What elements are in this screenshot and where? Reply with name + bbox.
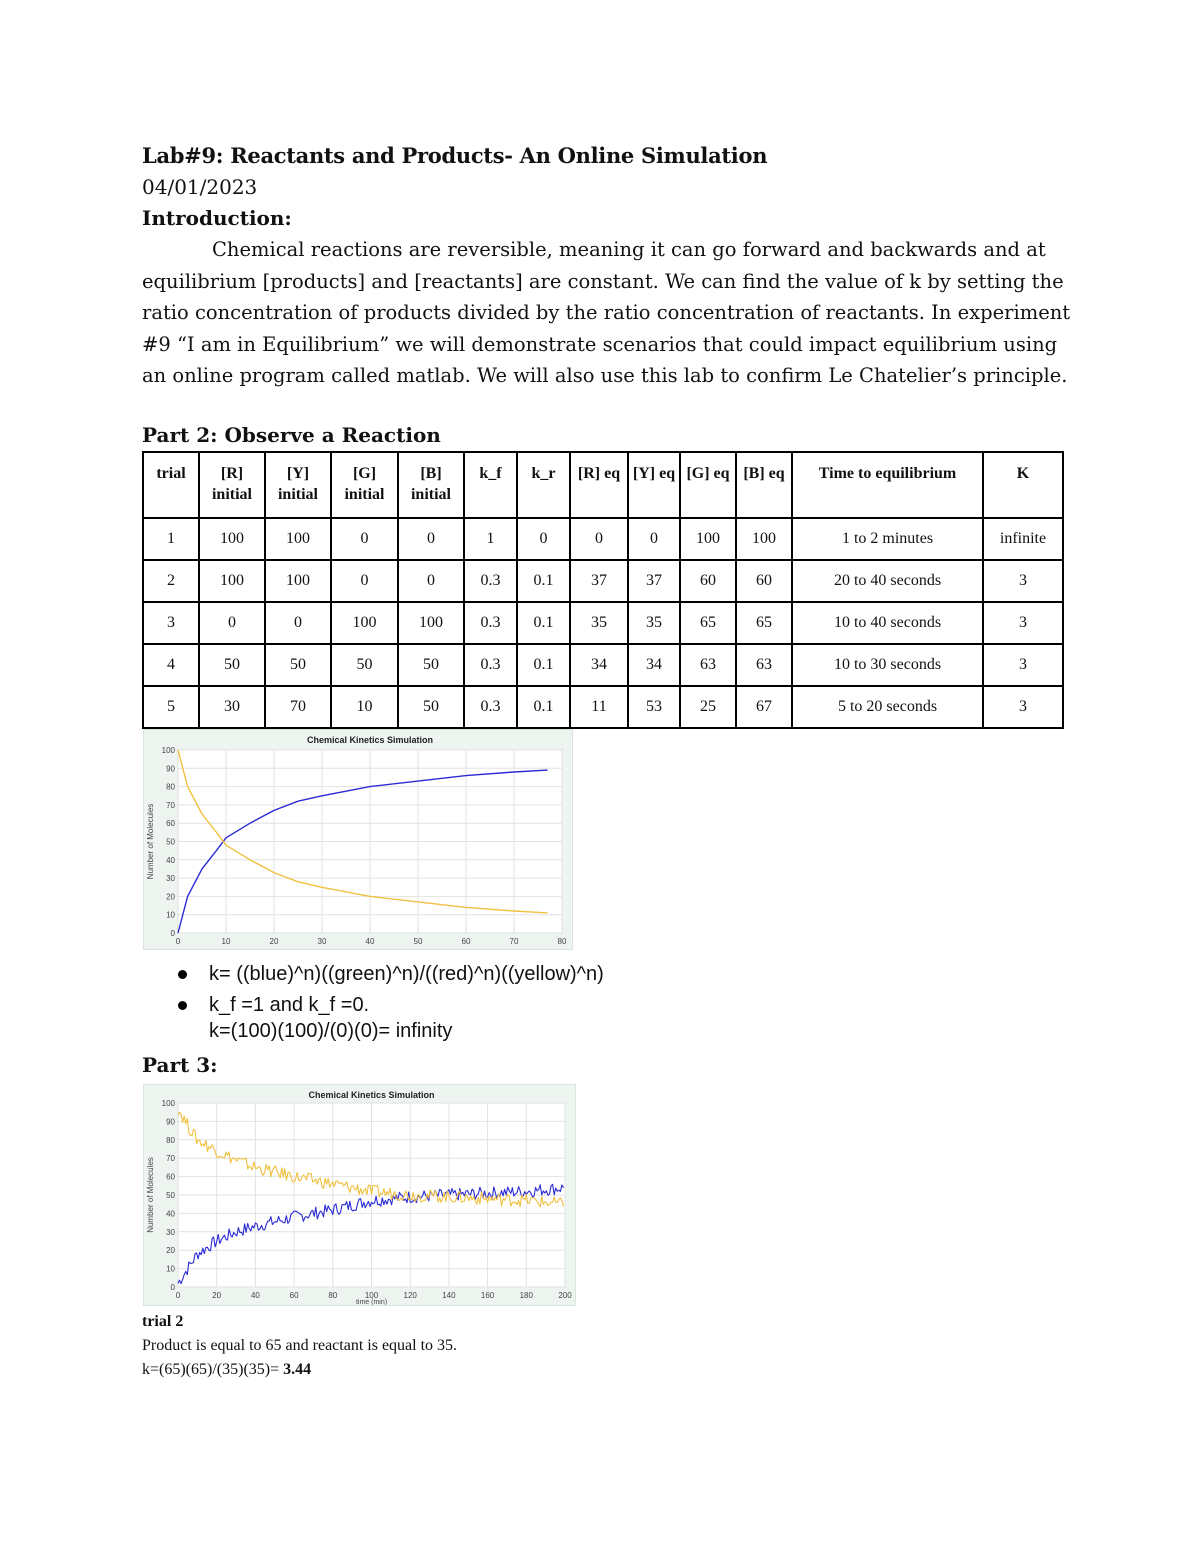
header-cell: [R] eq xyxy=(570,452,628,518)
y-tick-label: 70 xyxy=(166,800,175,810)
table-cell: 34 xyxy=(570,644,628,686)
x-tick-label: 10 xyxy=(221,937,231,946)
x-tick-label: 0 xyxy=(175,937,181,946)
table-cell: 100 xyxy=(199,560,265,602)
y-tick-label: 10 xyxy=(166,1264,175,1274)
table-cell: 3 xyxy=(983,602,1063,644)
x-tick-label: 160 xyxy=(480,1291,495,1300)
table-cell: 60 xyxy=(736,560,792,602)
rate-constants-text: k_f =1 and k_f =0. xyxy=(209,994,370,1016)
x-tick-label: 100 xyxy=(364,1291,379,1300)
table-cell: 0 xyxy=(570,518,628,560)
table-cell: 0 xyxy=(398,518,464,560)
header-cell: Time to equilibrium xyxy=(792,452,983,518)
table-cell: 1 xyxy=(464,518,517,560)
k-result: k=(100)(100)/(0)(0)= infinity xyxy=(209,1020,453,1042)
header-cell: [Y] eq xyxy=(628,452,680,518)
table-cell: 60 xyxy=(680,560,736,602)
table-cell: 10 xyxy=(331,686,398,728)
table-cell: 100 xyxy=(398,602,464,644)
y-tick-label: 60 xyxy=(166,1172,175,1182)
table-cell: 1 to 2 minutes xyxy=(792,518,983,560)
y-axis-label: Number of Molecules xyxy=(146,803,155,880)
table-cell: 63 xyxy=(736,644,792,686)
table-cell: 5 xyxy=(143,686,199,728)
header-cell: k_r xyxy=(517,452,570,518)
table-cell: 10 to 40 seconds xyxy=(792,602,983,644)
table-row xyxy=(143,602,1063,644)
bullet-dot xyxy=(178,1001,187,1010)
table-cell: 3 xyxy=(143,602,199,644)
header-cell: K xyxy=(983,452,1063,518)
table-cell: 50 xyxy=(398,686,464,728)
table-cell: 100 xyxy=(331,602,398,644)
document-title: Lab#9: Reactants and Products- An Online Simulation xyxy=(142,143,768,168)
table-cell: 63 xyxy=(680,644,736,686)
table-cell: 11 xyxy=(570,686,628,728)
table-cell: 25 xyxy=(680,686,736,728)
table-cell: 50 xyxy=(265,644,331,686)
table-row xyxy=(143,644,1063,686)
x-tick-label: 180 xyxy=(519,1291,533,1300)
y-tick-label: 20 xyxy=(166,892,175,902)
y-tick-label: 100 xyxy=(161,746,175,755)
chart-part2 xyxy=(143,729,573,950)
table-cell: 34 xyxy=(628,644,680,686)
chart-part2-svg xyxy=(144,730,572,949)
table-cell: 0 xyxy=(331,560,398,602)
list-item xyxy=(172,959,604,990)
table-cell: 65 xyxy=(680,602,736,644)
table-cell: 100 xyxy=(199,518,265,560)
y-tick-label: 10 xyxy=(166,910,175,920)
table-cell: 30 xyxy=(199,686,265,728)
y-tick-label: 60 xyxy=(166,819,175,829)
table-cell: 0.3 xyxy=(464,602,517,644)
y-tick-label: 20 xyxy=(166,1246,175,1256)
chart-title: Chemical Kinetics Simulation xyxy=(306,735,434,745)
bullet-dot xyxy=(178,970,187,979)
table-cell: 0.1 xyxy=(517,560,570,602)
table-body xyxy=(143,518,1063,728)
trial2-statement: Product is equal to 65 and reactant is equal to 35. xyxy=(142,1337,458,1354)
header-cell: trial xyxy=(143,452,199,518)
table-cell: 0.3 xyxy=(464,560,517,602)
x-tick-label: 140 xyxy=(442,1291,456,1300)
table-cell: 37 xyxy=(628,560,680,602)
table-cell: 53 xyxy=(628,686,680,728)
y-tick-label: 90 xyxy=(166,764,175,774)
x-tick-label: 60 xyxy=(289,1291,299,1300)
trial2-k-equation xyxy=(142,1361,311,1379)
table-cell: 0.1 xyxy=(517,602,570,644)
table-cell: 0.3 xyxy=(464,644,517,686)
table-cell: 100 xyxy=(736,518,792,560)
table-cell: 0.1 xyxy=(517,686,570,728)
x-tick-label: 20 xyxy=(212,1291,222,1300)
y-tick-label: 80 xyxy=(166,782,175,792)
formula-list xyxy=(172,959,604,1021)
x-axis-label: time (min) xyxy=(355,1299,388,1305)
results-table xyxy=(142,451,1064,729)
x-tick-label: 70 xyxy=(509,937,519,946)
table-cell: 0.1 xyxy=(517,644,570,686)
table-cell: 35 xyxy=(628,602,680,644)
table-cell: 35 xyxy=(570,602,628,644)
document-date: 04/01/2023 xyxy=(142,175,258,199)
y-tick-label: 0 xyxy=(170,929,175,938)
formula-text: k= ((blue)^n)((green)^n)/((red)^n)((yellow)^n) xyxy=(209,963,604,985)
x-tick-label: 50 xyxy=(413,937,423,946)
x-tick-label: 60 xyxy=(461,937,471,946)
table-cell: 100 xyxy=(265,518,331,560)
y-tick-label: 50 xyxy=(166,1191,175,1200)
header-cell: [B] initial xyxy=(398,452,464,518)
y-tick-label: 30 xyxy=(166,1227,175,1237)
table-row xyxy=(143,518,1063,560)
table-cell: 0.3 xyxy=(464,686,517,728)
x-tick-label: 80 xyxy=(557,937,567,946)
table-cell: 0 xyxy=(331,518,398,560)
list-item xyxy=(172,990,604,1021)
y-tick-label: 30 xyxy=(166,874,175,884)
trial2-heading: trial 2 xyxy=(142,1313,184,1330)
x-tick-label: 120 xyxy=(403,1291,417,1300)
table-cell: 50 xyxy=(398,644,464,686)
y-tick-label: 90 xyxy=(166,1117,175,1127)
table-cell: 3 xyxy=(983,644,1063,686)
k-value: 3.44 xyxy=(283,1361,312,1378)
table-cell: 0 xyxy=(398,560,464,602)
table-header-row xyxy=(143,452,1063,518)
header-cell: [B] eq xyxy=(736,452,792,518)
table-cell: infinite xyxy=(983,518,1063,560)
table-cell: 3 xyxy=(983,686,1063,728)
x-tick-label: 40 xyxy=(365,937,375,946)
table-cell: 37 xyxy=(570,560,628,602)
y-tick-label: 80 xyxy=(166,1135,175,1145)
introduction-heading: Introduction: xyxy=(142,206,292,230)
table-cell: 20 to 40 seconds xyxy=(792,560,983,602)
table-row xyxy=(143,686,1063,728)
part2-heading: Part 2: Observe a Reaction xyxy=(142,423,441,447)
y-tick-label: 50 xyxy=(166,837,175,847)
table-cell: 0 xyxy=(628,518,680,560)
part3-heading: Part 3: xyxy=(142,1053,218,1077)
header-cell: k_f xyxy=(464,452,517,518)
table-cell: 50 xyxy=(331,644,398,686)
y-axis-label: Number of Molecules xyxy=(146,1157,155,1233)
header-cell: [G] eq xyxy=(680,452,736,518)
introduction-paragraph: Chemical reactions are reversible, meaning it can go forward and backwards and at equilibrium [products] and [reactants] are constant. We can find the value of k by setting the ratio concentration of products divided by the ratio concentration of reactants. In experiment #9 “I am in Equilibrium” we will demonstrate scenarios that could impact equilibrium using an online program called matlab. We will also use this lab to confirm Le Chatelier’s principle. xyxy=(142,238,1071,387)
x-tick-label: 30 xyxy=(317,937,327,946)
chart-title: Chemical Kinetics Simulation xyxy=(308,1090,435,1100)
k-equation-text: k=(65)(65)/(35)(35)= xyxy=(142,1361,284,1378)
y-tick-label: 40 xyxy=(166,1209,175,1219)
table-cell: 0 xyxy=(517,518,570,560)
table-cell: 10 to 30 seconds xyxy=(792,644,983,686)
header-cell: [G] initial xyxy=(331,452,398,518)
chart-part3 xyxy=(143,1084,576,1306)
x-tick-label: 200 xyxy=(558,1291,572,1300)
table-cell: 4 xyxy=(143,644,199,686)
chart-part3-svg xyxy=(144,1085,575,1305)
y-tick-label: 40 xyxy=(166,855,175,865)
x-tick-label: 0 xyxy=(175,1291,181,1300)
table-cell: 100 xyxy=(265,560,331,602)
header-cell: [R] initial xyxy=(199,452,265,518)
table-cell: 0 xyxy=(199,602,265,644)
x-tick-label: 20 xyxy=(269,937,279,946)
table-cell: 65 xyxy=(736,602,792,644)
table-cell: 70 xyxy=(265,686,331,728)
y-tick-label: 70 xyxy=(166,1154,175,1164)
table-cell: 5 to 20 seconds xyxy=(792,686,983,728)
header-cell: [Y] initial xyxy=(265,452,331,518)
table-cell: 3 xyxy=(983,560,1063,602)
table-cell: 50 xyxy=(199,644,265,686)
table-cell: 0 xyxy=(265,602,331,644)
y-tick-label: 0 xyxy=(170,1283,175,1292)
table-row xyxy=(143,560,1063,602)
table-cell: 100 xyxy=(680,518,736,560)
table-cell: 67 xyxy=(736,686,792,728)
y-tick-label: 100 xyxy=(161,1099,175,1108)
table-cell: 1 xyxy=(143,518,199,560)
x-tick-label: 40 xyxy=(250,1291,260,1300)
x-tick-label: 80 xyxy=(328,1291,338,1300)
table-cell: 2 xyxy=(143,560,199,602)
